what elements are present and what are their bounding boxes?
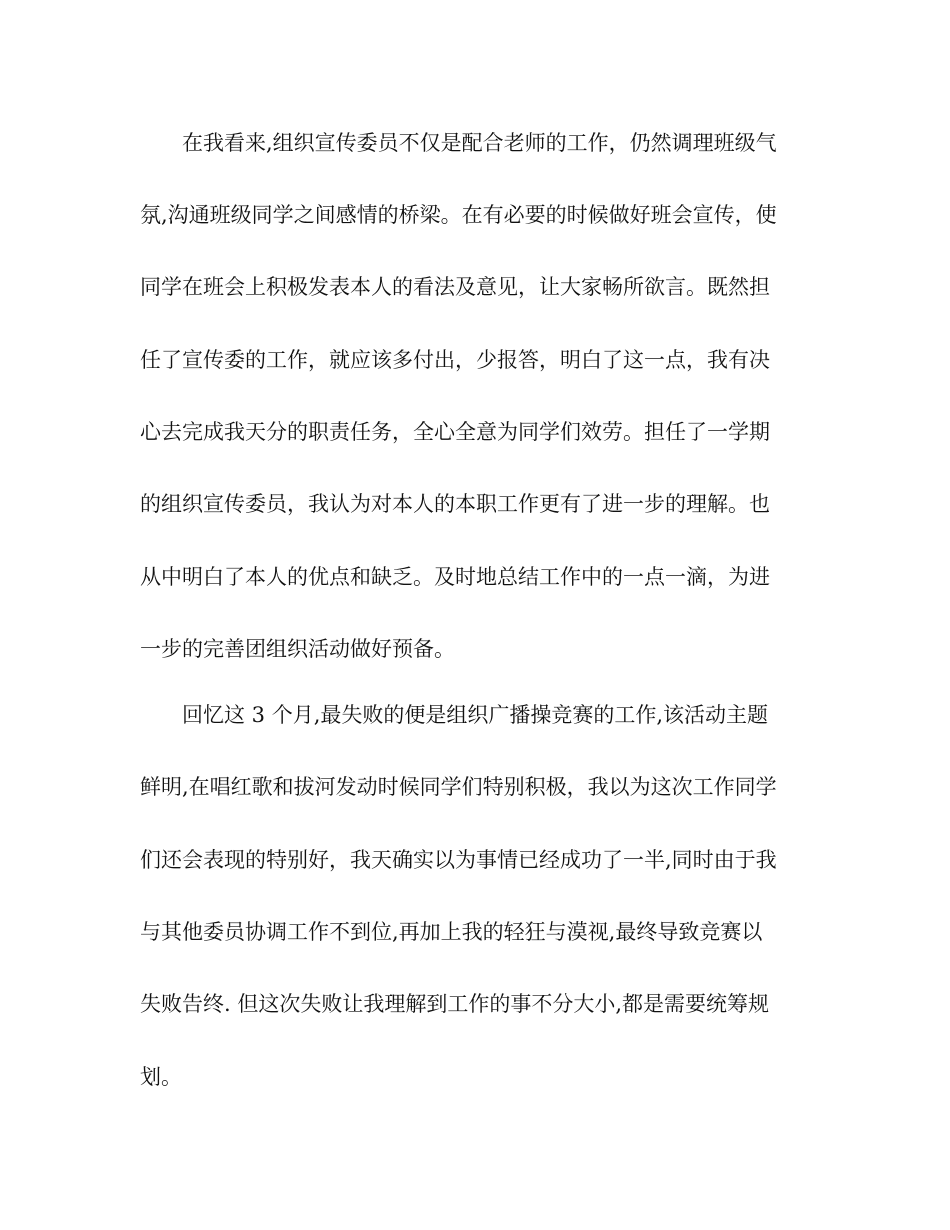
paragraph-line: 鲜明,在唱红歌和拔河发动时候同学们特别积极，我以为这次工作同学: [140, 775, 777, 799]
paragraph-line: 回忆这 3 个月,最失败的便是组织广播操竞赛的工作,该活动主题: [182, 703, 769, 727]
paragraph-line: 划。: [140, 1065, 182, 1089]
paragraph-line: 心去完成我天分的职责任务，全心全意为同学们效劳。担任了一学期: [140, 420, 770, 444]
paragraph-line: 的组织宣传委员，我认为对本人的本职工作更有了进一步的理解。也: [140, 492, 770, 516]
paragraph-line: 与其他委员协调工作不到位,再加上我的轻狂与漠视,最终导致竞赛以: [140, 920, 763, 944]
paragraph-line: 一步的完善团组织活动做好预备。: [140, 637, 455, 661]
paragraph-line: 们还会表现的特别好，我天确实以为事情已经成功了一半,同时由于我: [140, 848, 777, 872]
paragraph-line: 失败告终. 但这次失败让我理解到工作的事不分大小,都是需要统筹规: [140, 992, 770, 1016]
paragraph-line: 从中明白了本人的优点和缺乏。及时地总结工作中的一点一滴，为进: [140, 565, 770, 589]
paragraph-line: 氛,沟通班级同学之间感情的桥梁。在有必要的时候做好班会宣传，使: [140, 203, 777, 227]
paragraph-line: 任了宣传委的工作，就应该多付出，少报答，明白了这一点，我有决: [140, 348, 770, 372]
paragraph-line: 在我看来,组织宣传委员不仅是配合老师的工作，仍然调理班级气: [182, 131, 777, 155]
paragraph-line: 同学在班会上积极发表本人的看法及意见，让大家畅所欲言。既然担: [140, 275, 770, 299]
